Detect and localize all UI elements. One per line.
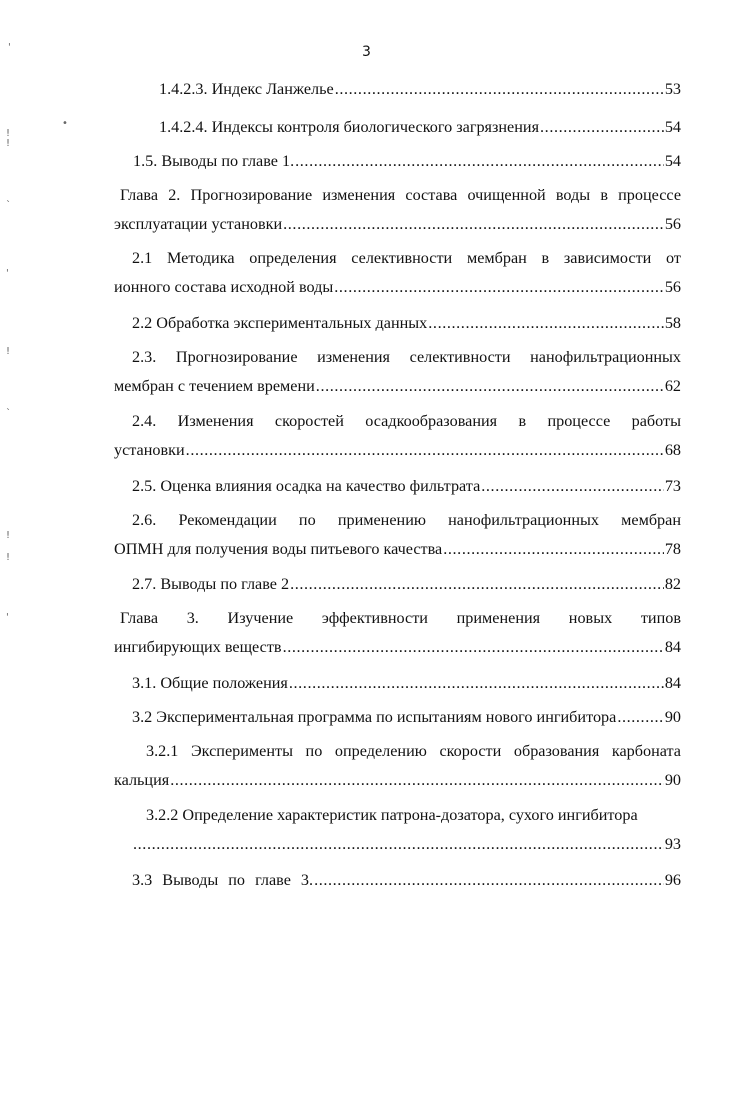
toc-entry-title: 2.2 Обработка экспериментальных данных (132, 314, 428, 332)
toc-entry-line1: 3.2.1 Эксперименты по определению скорости образования карбоната (146, 742, 681, 760)
toc-entry-3-3[interactable] (132, 870, 681, 890)
toc-entry-3-2[interactable] (132, 707, 681, 727)
toc-entry-page: 54 (664, 152, 681, 170)
toc-entry-3-2-1[interactable] (114, 741, 681, 790)
toc-entry-page: 90 (664, 708, 681, 726)
toc-entry-1-5[interactable] (133, 151, 681, 171)
toc-entry-title: 1.4.2.4. Индексы контроля биологического загрязнения (159, 118, 540, 136)
toc-entry-title: 1.5. Выводы по главе 1. (133, 152, 295, 170)
toc-entry-line1: 2.6. Рекомендации по применению нанофильтрационных мембран (132, 511, 681, 529)
toc-entry-page: 93 (664, 835, 681, 853)
toc-entry-page: 73 (664, 477, 681, 495)
document-page: ' • ! ! ˋ ' ! ˋ ! ! ' 3 1.4.2.3. Индекс Ланжелье ..... 53 1.4.2.4. Индексы контроля биологического загрязнения ..... 54 1.5. Выводы по главе 1. ..... 54 Глава 2. Прогнозирование изменения состава очищенной воды в процессе эксплуатации установки ..... 56 2.1 Методика определения селективности мембран в зависимости от ионного состава исходной воды ..... 56 2.2 Обработка экспериментальных данных ..... 58 2.3. Прогнозирование изменения селективности нанофильтрационных мембран с течением времени ..... 62 2.4. Изменения скоростей осадкообразования в процессе работы установки ..... 68 2.5. Оценка влияния осадка на качество фильтрата ..... 73 2.6. Рекомендации по применению нанофильтрационных мембран ОПМН для получения воды питьевого качества ..... 78 2.7. Выводы по главе 2 ..... 82 Глава 3. Изучение эффективности применения новых типов ингибирующих веществ ..... 84 3.1. Общие положения ..... 84 3.2 Экспериментальная программа по испытаниям нового ингибитора ..... 90 3.2.1 Эксперименты по определению скорости образования карбоната кальция ..... 90 3.2.2 Определение характеристик патрона-дозатора, сухого ингибитора ..... 93 3.3 Выводы по главе 3. ..... 96 (0, 0, 733, 1100)
toc-entry-title: 2.5. Оценка влияния осадка на качество фильтрата (132, 477, 481, 495)
toc-entry-page: 90 (664, 771, 681, 789)
toc-entry-page: 84 (664, 674, 681, 692)
dot-leader (133, 834, 664, 854)
toc-entry-line1: 2.3. Прогнозирование изменения селективности нанофильтрационных (132, 348, 681, 366)
toc-entry-line2: ОПМН для получения воды питьевого качества (114, 540, 443, 558)
toc-entry-page: 58 (664, 314, 681, 332)
toc-entry-2-7[interactable] (132, 574, 681, 594)
dot-leader (314, 870, 664, 890)
toc-entry-line2: ионного состава исходной воды (114, 278, 334, 296)
toc-entry-line1: 2.1 Методика определения селективности мембран в зависимости от (132, 249, 681, 267)
dot-leader (428, 313, 664, 333)
dot-leader (334, 277, 664, 297)
toc-entry-page: 54 (664, 118, 681, 136)
toc-entry-page: 53 (664, 80, 681, 98)
toc-entry-line1: 3.2.2 Определение характеристик патрона-дозатора, сухого ингибитора (146, 806, 638, 824)
toc-entry-3-1[interactable] (132, 673, 681, 693)
dot-leader (443, 539, 664, 559)
toc-entry-line2: эксплуатации установки (114, 215, 283, 233)
toc-entry-page: 82 (664, 575, 681, 593)
toc-entry-line1: 2.4. Изменения скоростей осадкообразования в процессе работы (132, 412, 681, 430)
toc-entry-2-2[interactable] (132, 313, 681, 333)
toc-entry-2-4[interactable] (114, 411, 681, 460)
toc-entry-3-2-2[interactable] (132, 805, 681, 854)
toc-entry-title: 3.2 Экспериментальная программа по испытаниям нового ингибитора (132, 708, 617, 726)
toc-entry-line2: кальция (114, 771, 170, 789)
dot-leader (289, 673, 664, 693)
toc-entry-page: 68 (664, 441, 681, 459)
dot-leader (290, 574, 664, 594)
toc-entry-page: 62 (664, 377, 681, 395)
toc-entry-line2: мембран с течением времени (114, 377, 315, 395)
dot-leader (617, 707, 664, 727)
toc-entry-page: 56 (664, 278, 681, 296)
toc-entry-title: 3.3 Выводы по главе 3. (132, 871, 314, 889)
toc-entry-page: 78 (664, 540, 681, 558)
dot-leader (283, 637, 664, 657)
dot-leader (540, 117, 664, 137)
toc-entry-chapter-2[interactable] (114, 185, 681, 234)
toc-entry-chapter-3[interactable] (114, 608, 681, 657)
dot-leader (295, 151, 664, 171)
toc-entry-2-3[interactable] (114, 347, 681, 396)
toc-entry-2-5[interactable] (132, 476, 681, 496)
dot-leader (335, 79, 664, 99)
dot-leader (316, 376, 664, 396)
dot-leader (186, 440, 664, 460)
dot-leader (283, 214, 664, 234)
page-number: 3 (362, 44, 371, 60)
toc-entry-line1: Глава 3. Изучение эффективности применения новых типов (120, 609, 681, 627)
toc-entry-2-1[interactable] (114, 248, 681, 297)
toc-entry-title: 3.1. Общие положения (132, 674, 288, 692)
toc-entry-page: 84 (664, 638, 681, 656)
dot-leader (170, 770, 664, 790)
toc-entry-line2: ингибирующих веществ (114, 638, 282, 656)
toc-entry-page: 96 (664, 871, 681, 889)
toc-entry-line2: установки (114, 441, 185, 459)
toc-entry-page: 56 (664, 215, 681, 233)
toc-entry-title: 2.7. Выводы по главе 2 (132, 575, 290, 593)
toc-entry-1-4-2-3[interactable] (159, 79, 681, 99)
toc-entry-line1: Глава 2. Прогнозирование изменения состава очищенной воды в процессе (120, 186, 681, 204)
toc-entry-2-6[interactable] (114, 510, 681, 559)
toc-entry-title: 1.4.2.3. Индекс Ланжелье (159, 80, 334, 98)
toc-entry-1-4-2-4[interactable] (159, 117, 681, 137)
dot-leader (481, 476, 664, 496)
